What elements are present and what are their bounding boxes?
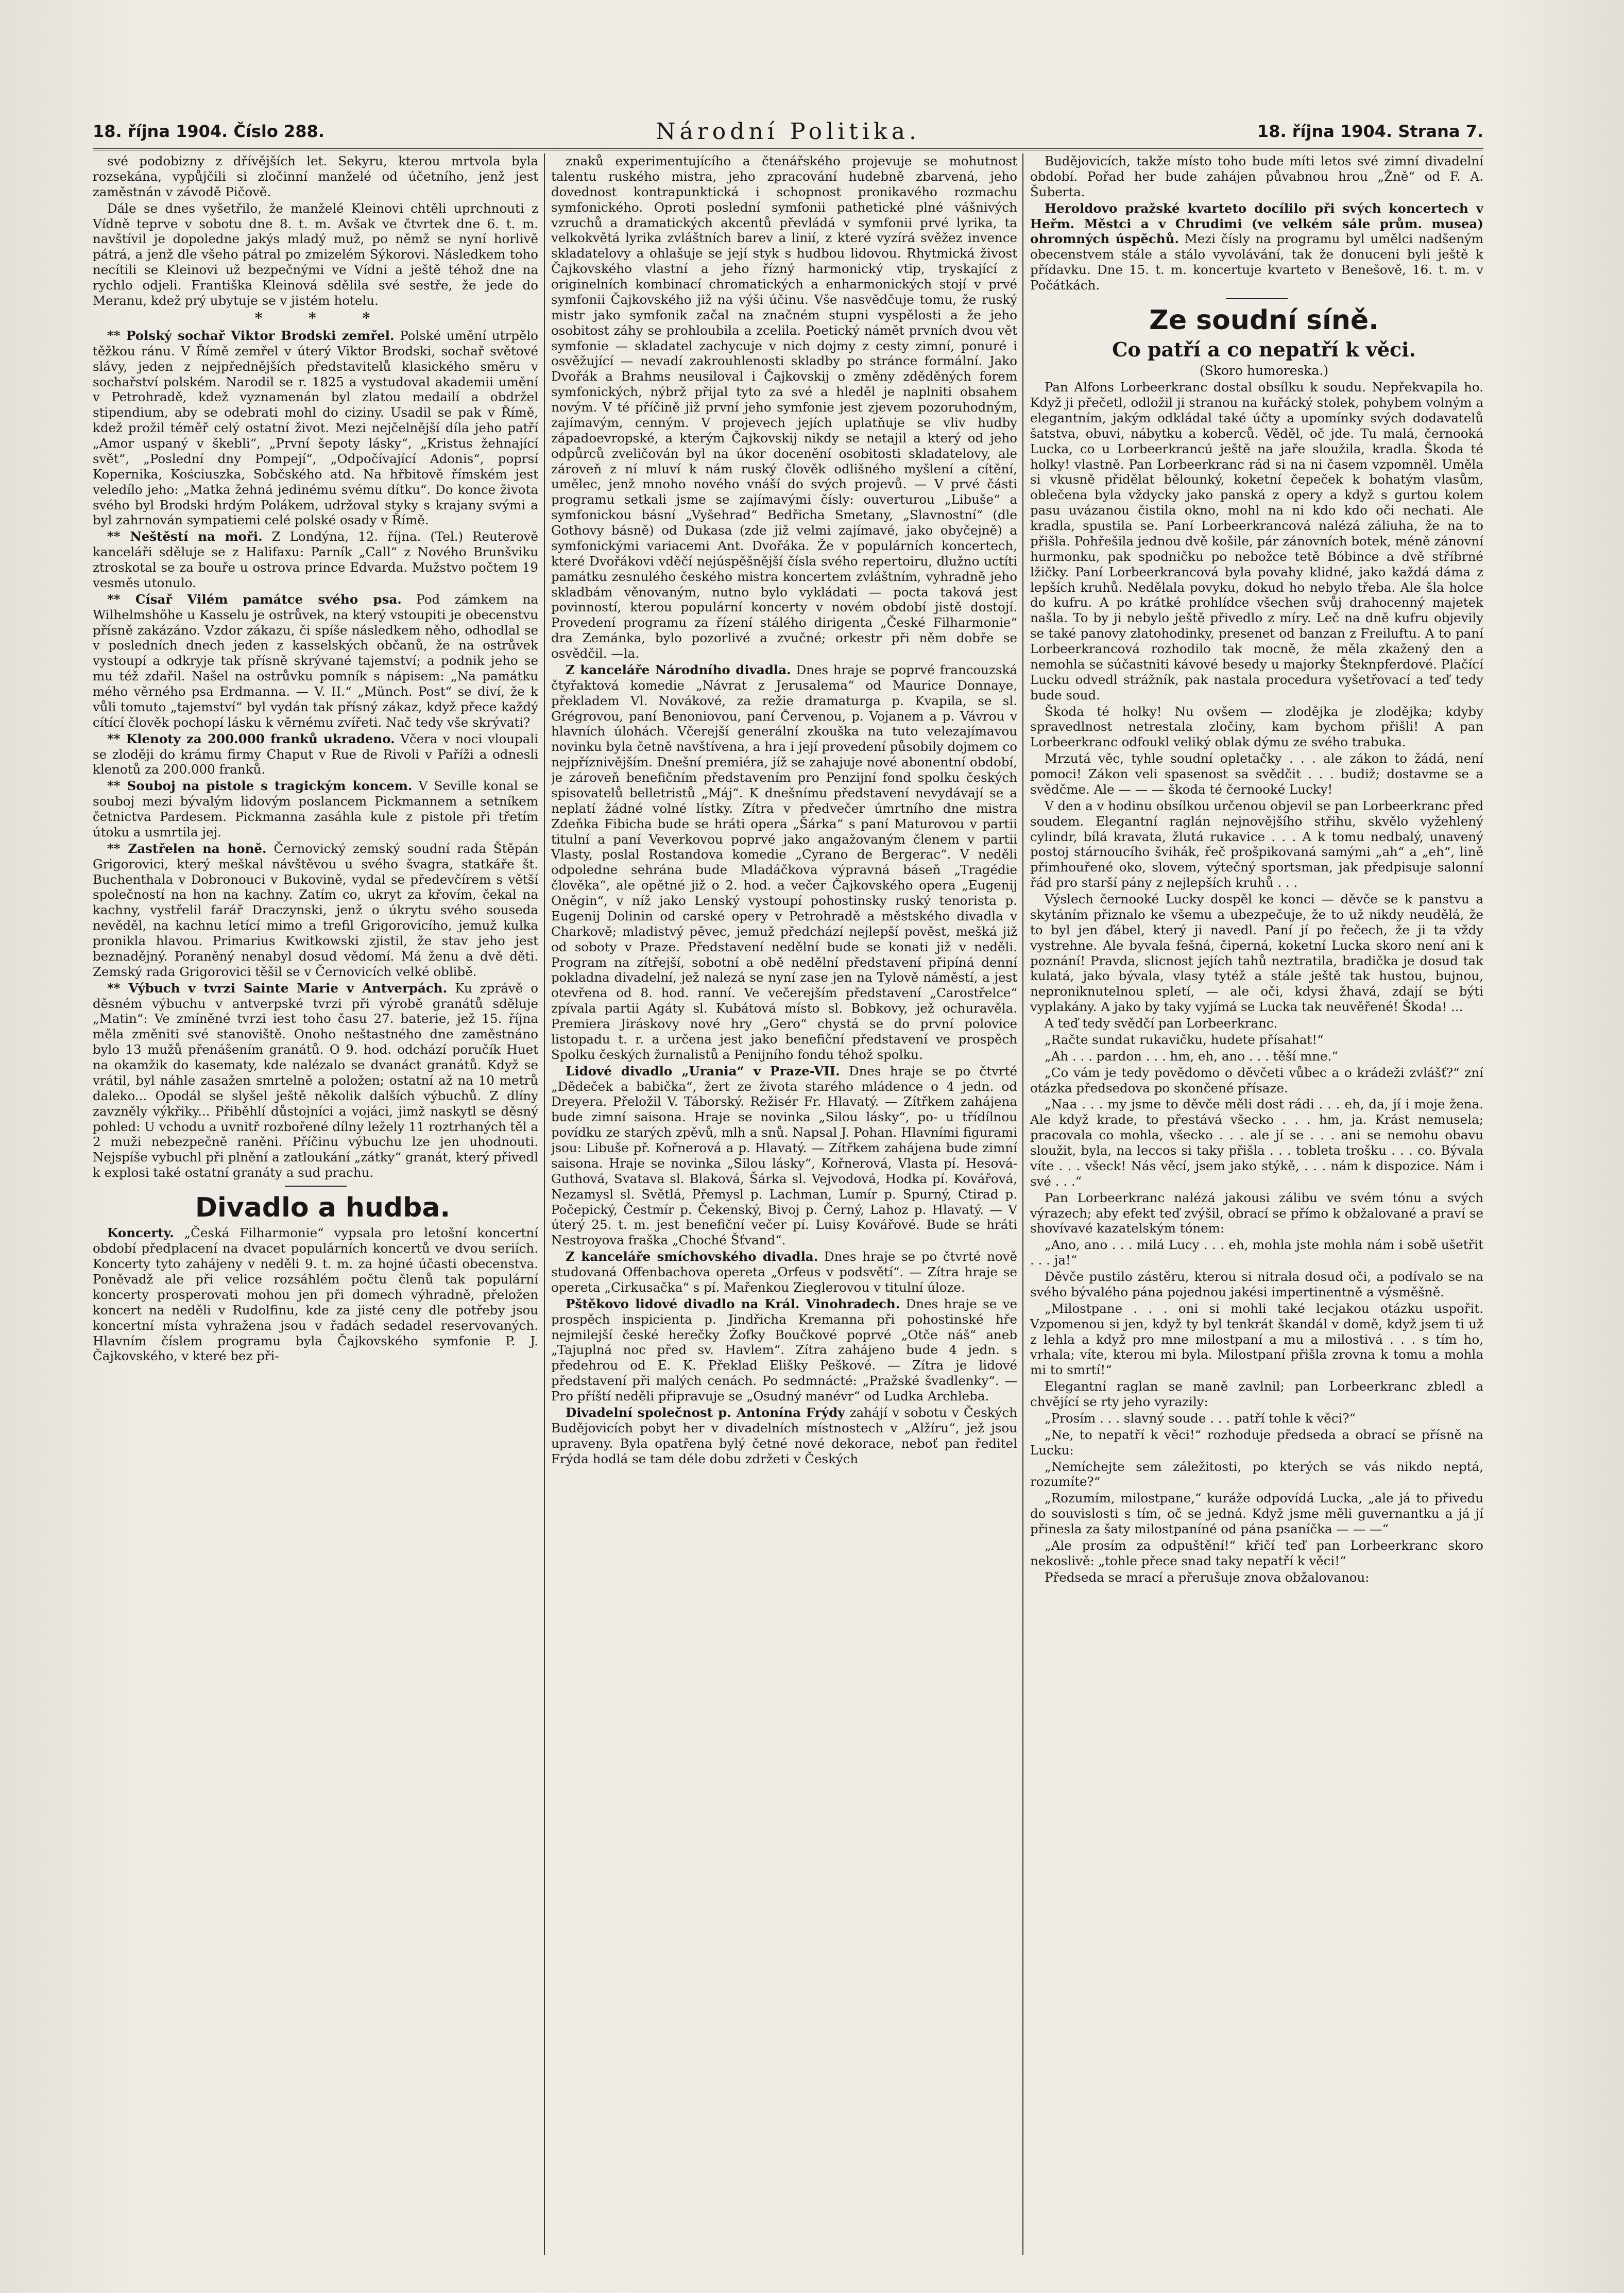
news-item [93, 328, 538, 528]
article-title: Co patří a co nepatří k věci. [1112, 338, 1416, 362]
news-body: zahájí v sobotu v Českých Budějovicích pobyt her v divadelních místnostech v „Alžíru“, jež jsou upraveny. Byla opatřena bylý četné nové dekorace, neboť pan ředitel Frýda hodlá se tam déle dobu zdržeti v Českých [551, 1405, 1017, 1466]
news-item [551, 662, 1017, 1063]
news-body: Ku zprávě o děsném výbuchu v antverpské tvrzi při výrobě granátů sděluje „Matin“: Ve zmíněné tvrzi iest toho času 27. baterie, jež 15. října měla změniti své stanoviště. Onoho neštastného dne zaměstnáno bylo 13 mužů přenášením granátů. O 9. hod. odchází poručík Huet na okamžik do kasematy, kde nalézalo se dvanáct granátů. Když se vrátil, byl náhle zasažen smrtelně a položen; ostatní až na 10 metrů daleko... Opodál se slyšel ještě několik dalších výbuchů. Z dlíny zavzněly výkřiky... Přiběhlí důstojníci a vojáci, jimž naskytl se děsný pohled: U vchodu a uvnitř rozbořené dílny ležely 11 roztrhaných těl a 2 muži nebezpečně raněni. Příčinu výbuchu lze jen uhodnouti. Nejspíše vybuchl při plnění a zatloukání „zátky“ granát, který přivedl k explosi také ostatní granáty a sud prachu. [93, 980, 538, 1180]
news-headline: ** Neštěstí na moři. [107, 529, 263, 544]
news-body: Polské umění utrpělo těžkou ránu. V Římě zemřel v úterý Viktor Brodski, sochař světové slávy, jeden z nejpřednějších představitelů klasického směru v sochařství polském. Narodil se r. 1825 a vystudoval akademii umění v Petrohradě, kdež vyznamenán byl zlatou medailí a obdržel stipendium, aby se odebrati mohl do ciziny. Usadil se pak v Římě, kdež prožil téměř celý ostatní život. Mezi nejčelnější díla jeho patří „Amor uspaný v škebli“, „První šepoty lásky“, „Kristus žehnající svět“, „Poslední dny Pompejí“, „Odpočívající Adonis“, poprsí Kopernika, Kościuszka, Sobčského atd. Na hřbitově římském jest veledílo jeho: „Matka žehná jedinému svému dítku“. Do konce života svého byl Brodski hrdým Polákem, udržoval styky s krajany svými a byl zahrnován sympatiemi celé polské osady v Římě. [93, 328, 538, 528]
news-body: Mezi čísly na programu byl umělci nadšeným obecenstvem stále a stálo vyvolávání, tak že donuceni byli ještě k přídavku. Dne 15. t. m. koncertuje kvarteto v Benešově, 16. t. m. v Počátkách. [1030, 231, 1483, 293]
article-paragraph: „Milostpane . . . oni si mohli také lecjakou otázku uspořit. Vzpomenou si jen, když ty byl tenkrát škandál v domě, když jsem ti už z lehla a když pro mne milostpaní a mu a milostivá . . . s tím ho, vrhala; víte, kterou mi byla. Milostpaní přišla zrovna k tomu a mohla mi to smrtí!“ [1030, 1300, 1483, 1378]
news-body: Dnes hraje se ve prospěch inspicienta p. Jindřicha Kremanna při pohostinské hře nejmilejší české herečky Žofky Boučkové poprvé „Otče náš“ aneb „Tajuplná noc před sv. Havlem“. Zítra zahájeno bude 4 jedn. s předehrou od E. K. Překlad Elišky Peškové. — Zítra je lidové představení při malých cenách. Po sedmnácté: „Pražské švadlenky“. — Pro příští neděli připravuje se „Osudný manévr“ od Ludka Archleba. [551, 1296, 1017, 1404]
news-item [93, 778, 538, 840]
article-paragraph: „Račte sundat rukavičku, hudete přísahat!“ [1045, 1032, 1324, 1047]
article-paragraph: „Ale prosím za odpuštění!“ křičí teď pan Lorbeerkranc skoro nekoslivě: „tohle přece snad taky nepatří k věci!“ [1030, 1537, 1483, 1568]
news-headline: ** Výbuch v tvrzi Sainte Marie v Antverpách. [107, 980, 448, 996]
article-paragraph: „Rozumím, milostpane,“ kuráže odpovídá Lucka, „ale já to přivedu do souvislosti s tím, oč se jedná. Když jsme měli guvernantku a já jí přinesla za šaty milostpaníné od pána psaníčka — — —“ [1030, 1491, 1483, 1537]
news-headline: Koncerty. [107, 1225, 174, 1241]
news-headline: ** Polský sochař Viktor Brodski zemřel. [107, 328, 395, 343]
column-3 [1030, 153, 1483, 2255]
article-paragraph: „Nemíchejte sem záležitosti, po kterých se vás nikdo neptá, rozumíte?“ [1030, 1459, 1483, 1490]
news-item [93, 529, 538, 591]
news-item [551, 1405, 1017, 1467]
masthead-title: Národní Politika. [656, 118, 920, 145]
article-paragraph: Dále se dnes vyšetřilo, že manželé Kleinovi chtěli uprchnouti z Vídně teprve v sobotu dne 8. t. m. Avšak ve čtvrtek dne 6. t. m. navštívil je dopoledne jakýs mladý muž, po němž se nyní horlivě pátrá, a jenž dle všeho pátral po zmizelém Sýkorovi. Následkem toho necítili se Kleinovi už bezpečnými ve Vídni a ještě téhož dne na rychlo odjeli. Františka Kleinová sdělila své sestře, že jede do Meranu, kdež prý ubytuje se v jistém hotelu. [93, 200, 538, 308]
column-rule [544, 153, 545, 2255]
article-paragraph: své podobizny z dřívějších let. Sekyru, kterou mrtvola byla rozsekána, vypůjčili si zločinní manželé od účetního, jenž jest zaměstnán v závodě Pičově. [93, 153, 538, 199]
news-item [551, 1296, 1017, 1404]
news-body: Pod zámkem na Wilhelmshöhe u Kasselu je ostrůvek, na který vstoupiti je obecenstvu přísně zakázáno. Vzdor zákazu, či spíše následkem něho, odhodlal se v posledních dnech jeden z kasselských občanů, že na ostrůvek vystoupí a odkryje tak přísně skrývané tajemství; a podnik jeho se mu též zdařil. Našel na ostrůvku pomník s nápisem: „Na památku mého věrného psa Erdmanna. — V. II.“ „Münch. Post“ se diví, že k vůli tomuto „tajemství“ byl vydán tak přísný zákaz, když přece každý cítící člověk pochopí lásku k věrnému zvířeti. Nač tedy vše skrývati? [93, 591, 538, 730]
article-paragraph: A teď tedy svědčí pan Lorbeerkranc. [1045, 1016, 1278, 1031]
page-header [93, 117, 1483, 150]
news-headline: ** Souboj na pistole s tragickým koncem. [107, 778, 413, 794]
article-subtitle: (Skoro humoreska.) [1199, 363, 1329, 378]
article-paragraph: Děvče pustilo zástěru, kterou si nitrala dosud oči, a podívalo se na svého bývalého pána pojednou jakési impertinentně a výsměšně. [1030, 1269, 1483, 1299]
news-body: Dnes hraje se po čtvrté nově studovaná Offenbachova opereta „Orfeus v podsvětí“. — Zítra hraje se opereta „Cirkusačka“ s pí. Mařenkou Zieglerovou v titulní úloze. [551, 1249, 1017, 1295]
news-headline: Z kanceláře Národního divadla. [566, 662, 791, 677]
article-paragraph: „Co vám je tedy povědomo o děvčeti vůbec a o krádeži zvlášť?“ zní otázka předsedova po skončené přísaze. [1030, 1065, 1483, 1096]
column-1 [93, 153, 538, 2255]
separator-stars: * * * [254, 309, 391, 327]
news-item [1030, 201, 1483, 293]
news-headline: Z kanceláře smíchovského divadla. [566, 1249, 818, 1264]
article-paragraph: Elegantní raglan se maně zavlnil; pan Lorbeerkranc zbledl a chvějící se rty jeho vyrazily: [1030, 1379, 1483, 1410]
section-divider [1226, 298, 1288, 299]
news-item [93, 1225, 538, 1364]
news-body: Z Londýna, 12. října. (Tel.) Reuterově kanceláři sděluje se z Halifaxu: Parník „Call“ z Nového Brunšviku ztroskotal se za bouře u ostrova prince Edvarda. Mužstvo počtem 19 vesměs utonulo. [93, 529, 538, 590]
column-rule [1022, 153, 1023, 2255]
article-paragraph: „Prosím . . . slavný soude . . . patří tohle k věci?“ [1045, 1410, 1356, 1426]
news-headline: Pštěkovo lidové divadlo na Král. Vinohradech. [566, 1296, 900, 1311]
news-headline: ** Císař Vilém památce svého psa. [107, 591, 402, 607]
news-body: Včera v noci vloupali se zloději do krámu firmy Chaput v Rue de Rivoli v Paříži a odnesli klenotů za 200.000 franků. [93, 731, 538, 777]
section-divider [285, 1186, 347, 1187]
header-date-page: 18. října 1904. Strana 7. [1257, 122, 1483, 141]
news-body: Černovický zemský soudní rada Štěpán Grigorovici, který meškal návštěvou u svého švagra, statkáře št. Buchenthala v Dobronouci v Bukovině, vydal se předevčírem s větší společností na hon na kachny. Zatím co, ukryt za křovím, čekal na kachny, vystřelil farář Draczynski, jenž o úkrytu svého souseda nevěděl, na kachnu letící mimo a trefil Grigorovicího, jemuž kulka pronikla hlavou. Primarius Kwitkowski zjistil, že stav jeho jest beznadějný. Poraněný nenabyl dosud vědomí. Má ženu a dvě děti. Zemský rada Grigorovici těšil se v Černovicích velké oblibě. [93, 841, 538, 979]
article-paragraph: znaků experimentujícího a čtenářského projevuje se mohutnost talentu ruského mistra, jeho zpracování hudebně zbarvená, jeho dovednost kontrapunktická i schopnost pronikavého rozmachu symfonického. Oproti poslední symfonii pathetické plné vášnivých vzruchů a dramatických akcentů převládá v symfonii prvé lyrika, ta velkokvětá lyrika zvláštních barev a linií, z které vyzírá svěžez invence skladatelovy a ohlašuje se její styk s hudbou lidovou. Rhytmická živost Čajkovského vlastní a jeho řízný harmonický vtip, tryskající z originelních kombinací chromatických a enharmonických stojí v prvé symfonii Čajkovského již na výši účinu. Vše nasvědčuje tomu, že ruský mistr jako symfonik začal na značném stupni vyspělosti a že jeho osobitost záhy se prohloubila a zcelila. Poetický námět prvních dvou vět symfonie — skladatel zachycuje v nich dojmy z cesty zimní, ponuré i osvěžující — nevadí zakrouhlenosti skladby po stránce formální. Jako Dvořák a Brahms neusiloval i Čajkovskij o změny zděděných forem symfonických, nýbrž přijal tyto za své a hleděl je naplniti obsahem novým. V té příčině již první jeho symfonie jest zjevem pozoruhodným, zajímavým, cenným. V projevech jejích uplatňuje se vliv hudby západoevropské, a kterým Čajkovskij nikdy se netajil a který od jeho odpůrců zveličován byl na úkor docenění osobitosti skladatelovy, ale zároveň z ní mluví k nám ruský člověk odlišného myšlení a cítění, umělec, jenž mnoho nového vnáší do svých projevů. — V prvé části programu setkali jsme se zajímavými čísly: ouverturou „Libuše“ a symfonickou básní „Vyšehrad“ Bedřicha Smetany, „Slavnostní“ (dle Gothovy básně) od Dukasa (zde již velmi zajímavé, jako obyčejně) a symfonickými variacemi Ant. Dvořáka. Že v populárních koncertech, které Dvořákovi vděčí nejúspěšnější čísla svého repertoiru, dlužno uctíti památku zesnulého českého mistra koncertem zvláštním, vyhradně jeho skladbám věnovaným, nutno bylo vykládati — pocta taková jest povinností, kterou populární koncerty v novém období jistě dostojí. Provedení programu za řízení stálého dirigenta „České Filharmonie“ dra Zemánka, bylo pozorlivé a zvučné; orkestr při něm dobře se osvědčil. —la. [551, 153, 1017, 661]
article-paragraph: Pan Lorbeerkranc nalézá jakousi zálibu ve svém tónu a svých výrazech; aby efekt teď zvýšil, obrací se přímo k obžalované a praví se shovívavé kazatelským tónem: [1030, 1190, 1483, 1236]
article-paragraph: „Ne, to nepatří k věci!“ rozhoduje předseda a obrací se přísně na Lucku: [1030, 1427, 1483, 1458]
article-paragraph: „Naa . . . my jsme to děvče měli dost rádi . . . eh, da, jí i moje žena. Ale když krade, to přestává všecko . . . hm, ja. Krást nemusela; pracovala co mohla, všecko . . . ale jí se . . . ani se nemohu obavu sloužit, byla, na leccos si taky přišla . . . tobleta trošku . . . co. Bývala víte . . . všeck! Nás věcí, jsem jako stýkě, . . . nám k dispozice. Nám i své . . .“ [1030, 1097, 1483, 1189]
article-paragraph: Pan Alfons Lorbeerkranc dostal obsílku k soudu. Nepřekvapila ho. Když ji přečetl, odložil ji stranou na kuřácký stolek, pohybem volným a elegantním, jakým odkládal také účty a upomínky svých dodavatelů šatstva, obuvi, nábytku a koberců. Věděl, oč jde. Tu malá, černooká Lucka, co u Lorbeerkrancú ještě na jaře sloužila, kradla. Škoda té holky! vlastně. Pan Lorbeerkranc rád si na ni časem vzpomněl. Uměla si vkusně přidělat bělounký, koketní čepeček k bohatým vlasům, oblečena byla vždycky jako panská z opery a když s gurtou kolem pasu uvázanou čistila okno, mohl na ni kdo kdo oči nechati. Ale kradla, spustila se. Paní Lorbeerkrancová nalézá záliuha, že na to přišla. Pohřešila jednou dvě košile, pár zánovních botek, méně zánovní hurmonku, pak spodničku po nebožce tetě Bóbince a dvě stříbrné lžičky. Paní Lorbeerkrancová byla povahy klidné, jako každá dáma z lepších kruhů. Nedělala povyku, dokud ho nebylo třeba. Ale šla holce do kufru. A po krátké prohlídce všechen svůj drahocenný majetek našla. To by ji nebylo ještě přivedlo z míry. Leč na dně kufru objevily se také panovy zlatohodinky, presenet od banzan z Freiluftu. A to paní Lorbeerkrancová rozhodilo tak mocně, že měla zkažený den a nemohla se súčastniti kávové besedy u majorky Šteknpferdové. Plačící Lucku odvedl strážník, pak nastala procedura vyšetřovací a teď tedy bude soud. [1030, 380, 1483, 703]
section-title-court: Ze soudní síně. [1149, 304, 1379, 336]
news-body: Dnes hraje se poprvé francouzská čtyřaktová komedie „Návrat z Jerusalema“ od Maurice Donnaye, překladem Vl. Novákové, za režie dramaturga p. Kvapila, se sl. Grégrovou, paní Benoniovou, paní Červenou, p. Vojanem a p. Vávrou v hlavních úlohách. Včerejší generální zkouška na tuto velezajímavou novinku byla četně navštívena, a hra i její provedení působily dojmem co nejpříznivějším. Dnešní premiéra, jíž se zahajuje nové abonentní období, je zároveň benefičním představením pro Penzijní fond spolku českých spisovatelů belletristů „Máj“. K dnešnímu představení nevydávají se a neplatí žádné volné lístky. Zítra v předvečer úmrtního dne mistra Zdeňka Fibicha bude se hráti opera „Šárka“ s paní Maturovou v partii titulní a paní Veverkovou poprvé jako angažovaným členem v partii Vlasty, poslal Rostandova komedie „Cyrano de Bergerac“. V neděli odpoledne sehrána bude Mladáčkova výpravná báseň „Tragédie člověka“, ale opětné již o 2. hod. a večer Čajkovského opera „Eugenij Oněgin“, v níž jako Lenský vystoupí pohostinsky ruský tenorista p. Eugenij Dolinin od carské opery v Petrohradě a městského divadla v Charkově; mladistvý pěvec, jemuž předchází nejlepší pověst, mešká již od soboty v Praze. Představení nedělní bude se konati již v neděli. Program na zítřejší, sobotní a obě nedělní představení připíná denní pokladna divadelní, jež nalezá se nyní zase jen na Tylově náměstí, a jest otevřena od 8. hod. ranní. Ve večerejším představení „Carostřelce“ zpívala partii Agáty sl. Kubátová místo sl. Bobkovy, jež ochuravěla. Premiera Jiráskovy nové hry „Gero“ chystá se do první polovice listopadu t. r. a určena jest jako benefiční představení ve prospěch Spolku českých žurnalistů a Penijního fondu téhož spolku. [551, 662, 1017, 1062]
article-paragraph: V den a v hodinu obsílkou určenou objevil se pan Lorbeerkranc před soudem. Elegantní raglán nejnovějšího střihu, skvělo vyžehlený cylindr, bílá kravata, žlutá rukavice . . . A k tomu nedbalý, unavený postoj stárnoucího švihák, řeč prošpikovaná samými „ah“ a „eh“, lině přimhouřené oko, slovem, výtečný sportsman, jak předpisuje salonní řád pro starší pány z nejlepších kruhů . . . [1030, 798, 1483, 891]
article-paragraph: Budějovicích, takže místo toho bude míti letos své zimní divadelní období. Pořad her bude zahájen půvabnou hrou „Žně“ od F. A. Šuberta. [1030, 153, 1483, 199]
article-paragraph: Škoda té holky! Nu ovšem — zlodějka je zlodějka; kdyby spravedlnost netrestala zločiny, kam bychom přišli! A pan Lorbeerkranc odfoukl veliký oblak dýmu ze svého trabuka. [1030, 704, 1483, 750]
news-item [93, 731, 538, 778]
news-item [551, 1064, 1017, 1248]
news-item [93, 981, 538, 1180]
news-headline: Lidové divadlo „Urania“ v Praze-VII. [566, 1063, 840, 1079]
header-date-issue: 18. října 1904. Číslo 288. [93, 122, 324, 141]
news-headline: ** Klenoty za 200.000 franků ukradeno. [107, 731, 395, 746]
news-headline: Divadelní společnost p. Antonína Frýdy [566, 1405, 845, 1420]
section-title-theatre: Divadlo a hudba. [195, 1192, 451, 1224]
news-body: „Česká Filharmonie“ vypsala pro letošní koncertní období předplacení na dvacet populárních koncertů ve dvou seriích. Koncerty tyto zahájeny v neděli 9. t. m. za hojné účasti obecenstva. Poněvadž ale při velice rozsáhlém počtu členů tak populární koncerty prosperovati mohou jen při domech výhradně, přeložen koncert na neděli v Rudolfinu, kde za jisté ceny dle potřeby jsou koncertní místa vyhražena jsou v řadách sedadel reservovaných. Hlavním číslem programu byla Čajkovského symfonie P. J. Čajkovského, v které bez při- [93, 1225, 538, 1364]
news-item [93, 841, 538, 980]
news-item [93, 592, 538, 730]
article-paragraph: Mrzutá věc, tyhle soudní opletačky . . . ale zákon to žádá, není pomoci! Zákon veli spasenost sa svědčit . . . budiž; dostavme se a svědčme. Ale — — — škoda té černooké Lucky! [1030, 751, 1483, 797]
news-headline: Heroldovo pražské kvarteto docílilo při svých koncertech v Heřm. Městci a v Chrudimi (ve velkém sále prům. musea) ohromných úspěchů. [1030, 200, 1483, 247]
article-paragraph: „Ah . . . pardon . . . hm, eh, ano . . . těší mne.“ [1045, 1048, 1338, 1064]
column-2 [551, 153, 1017, 2255]
news-item [551, 1249, 1017, 1295]
article-paragraph: „Ano, ano . . . milá Lucy . . . eh, mohla jste mohla nám i sobě ušetřit . . . ja!“ [1030, 1237, 1483, 1268]
news-body: Dnes hraje se po čtvrté „Dědeček a babička“, žert ze života starého mládence o 4 jedn. od Dreyera. Přeložil V. Táborský. Režisér Fr. Hlavatý. — Zítřkem zahájena bude zimní saisona. Hraje se novinka „Silou lásky“, po- u třídílnou povídku ze starých zpěvů, mlh a snů. Napsal J. Pohan. Hlavními figurami jsou: Libuše př. Kořnerová a p. Hlavatý. — Zítřkem zahájena bude zimní saisona. Hraje se novinka „Silou lásky“, Kořnerová, Vlasta pí. Hesová-Guthová, Svatava sl. Blaková, Šárka sl. Vejvodová, Hodka pí. Kovářová, Nezamysl sl. Světlá, Přemysl p. Lachman, Lumír p. Spurný, Ctirad p. Počepický, Čestmír p. Čekenský, Bivoj p. Černý, Lahoz p. Hlavatý. — V úterý 25. t. m. jest benefiční večer pí. Luisy Kovářové. Bude se hráti Nestroyova fraška „Choché Šťvand“. [551, 1063, 1017, 1248]
news-headline: ** Zastřelen na honě. [107, 841, 267, 856]
article-paragraph: Předseda se mrací a přerušuje znova obžalovanou: [1045, 1569, 1370, 1585]
article-paragraph: Výslech černooké Lucky dospěl ke konci — děvče se k panstvu a skytáním přiznalo ke všemu a ubezpečuje, že to už nikdy neudělá, že to byl jen ďábel, který ji navedl. Paní jí po řečech, že ji ta vždy vystrehne. Ale byvala fešná, čiperná, koketní Lucka skoro není ani k poznání! Pravda, slicnost jejích tahů neztratila, bradička je dosud tak kulatá, jako bývala, vlasy tytéž a stále ještě tak hustou, bujnou, neproniknutelnou spletí, — ale oči, kdysi žhavá, zdají se býti vyplakány. A jako by taky vyjímá se Lucka tak neuvěřené! Škoda! ... [1030, 892, 1483, 1015]
news-body: V Seville konal se souboj mezi bývalým lidovým poslancem Pickmannem a setníkem četnictva Pardesem. Pickmanna zasáhla kule z pistole při třetím útoku a usmrtila jej. [93, 778, 538, 840]
